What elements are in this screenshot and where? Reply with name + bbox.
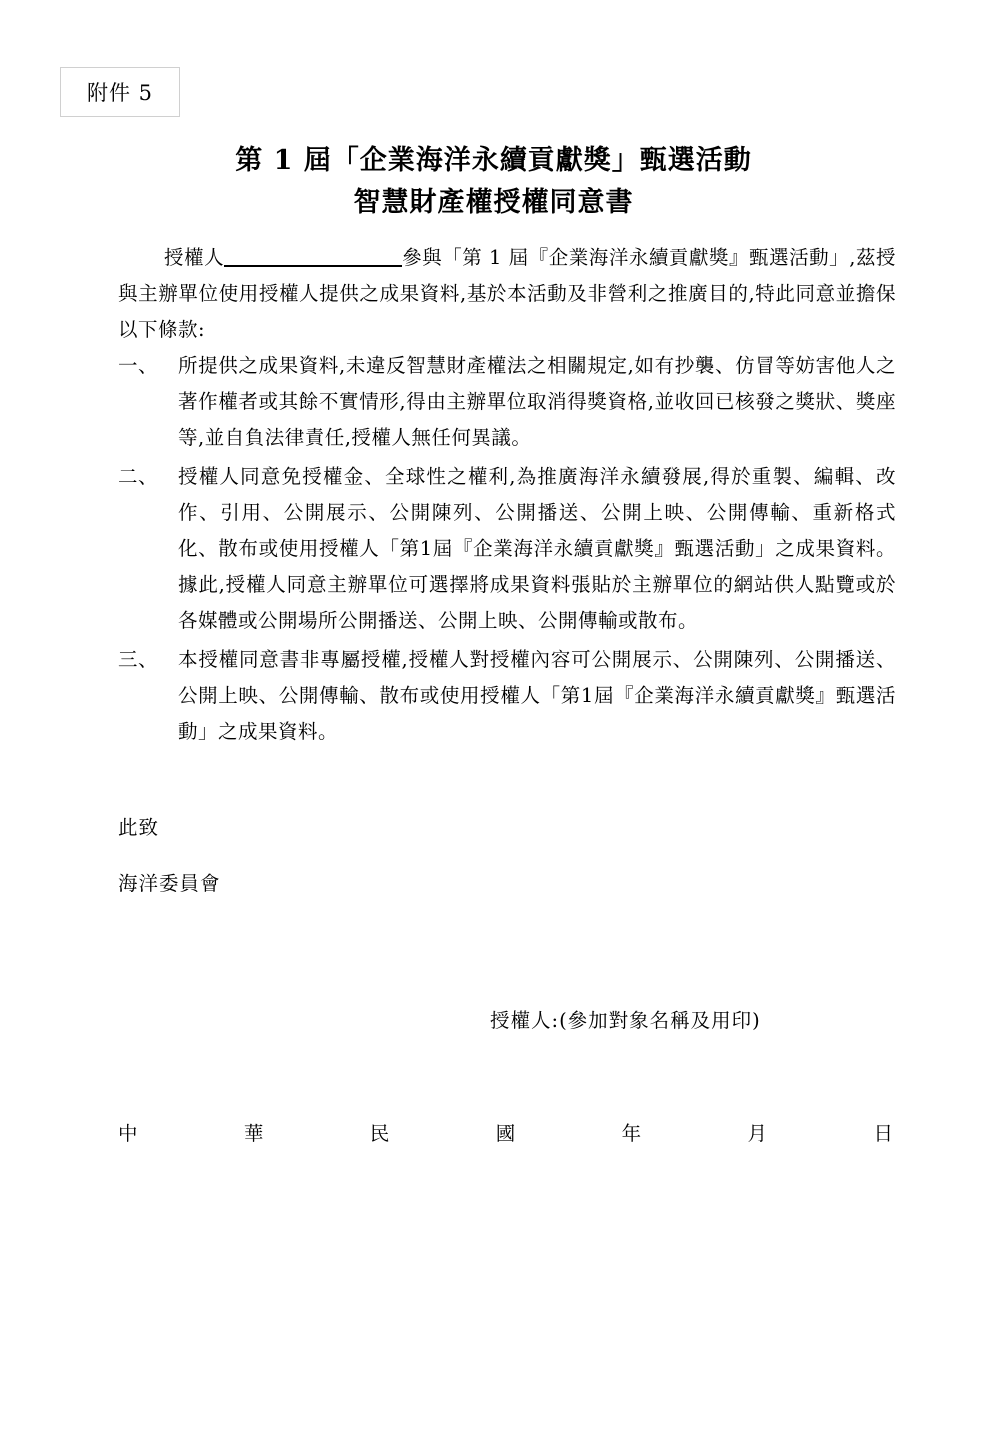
document-subtitle: 智慧財產權授權同意書 bbox=[353, 187, 634, 218]
clause-text: 授權人同意免授權金、全球性之權利,為推廣海洋永續發展,得於重製、編輯、改作、引用、公開展示、公開陳列、公開播送、公開上映、公開傳輸、重新格式化、散布或使用授權人「第1屆『企業海洋永續貢獻獎』甄選活動」之成果資料。據此,授權人同意主辦單位可選擇將成果資料張貼於主辦單位的網站供人點覽或於各媒體或公開場所公開播送、公開上映、公開傳輸或散布。 bbox=[178, 465, 896, 632]
clause-item bbox=[118, 642, 896, 750]
date-row bbox=[118, 1118, 893, 1146]
intro-text: 參與「第 1 屆『企業海洋永續貢獻獎』甄選活動」,茲授與主辦單位使用授權人提供之成果資料,基於本活動及非營利之推廣目的,特此同意並擔保以下條款: bbox=[118, 246, 896, 341]
signer-label: 授權人:(參加對象名稱及用印) bbox=[490, 1009, 761, 1032]
clause-text: 所提供之成果資料,未違反智慧財產權法之相關規定,如有抄襲、仿冒等妨害他人之著作權者或其餘不實情形,得由主辦單位取消得獎資格,並收回已核發之獎狀、獎座等,並自負法律責任,授權人無任何異議。 bbox=[178, 354, 896, 449]
date-char: 年 bbox=[621, 1122, 642, 1145]
clause-number: 一、 bbox=[118, 354, 159, 377]
clause-list bbox=[118, 348, 896, 753]
clause-item bbox=[118, 348, 896, 456]
date-char: 國 bbox=[495, 1122, 516, 1145]
clause-number: 三、 bbox=[118, 648, 159, 671]
date-char: 華 bbox=[243, 1122, 264, 1145]
clause-number: 二、 bbox=[118, 465, 159, 488]
date-char: 中 bbox=[118, 1122, 138, 1145]
attachment-label: 附件 5 bbox=[60, 67, 180, 117]
intro-paragraph bbox=[118, 240, 896, 348]
date-char: 民 bbox=[369, 1122, 390, 1145]
document-title: 第 1 屆「企業海洋永續貢獻獎」甄選活動 bbox=[235, 145, 752, 176]
date-char: 月 bbox=[747, 1122, 768, 1145]
closing-salutation: 此致 bbox=[118, 816, 160, 839]
recipient: 海洋委員會 bbox=[118, 872, 221, 895]
authorizer-name-blank bbox=[224, 243, 402, 267]
date-char: 日 bbox=[873, 1122, 893, 1145]
authorizer-prefix: 授權人 bbox=[164, 246, 225, 269]
clause-item bbox=[118, 459, 896, 639]
clause-text: 本授權同意書非專屬授權,授權人對授權內容可公開展示、公開陳列、公開播送、公開上映、公開傳輸、散布或使用授權人「第1屆『企業海洋永續貢獻獎』甄選活動」之成果資料。 bbox=[178, 648, 896, 743]
